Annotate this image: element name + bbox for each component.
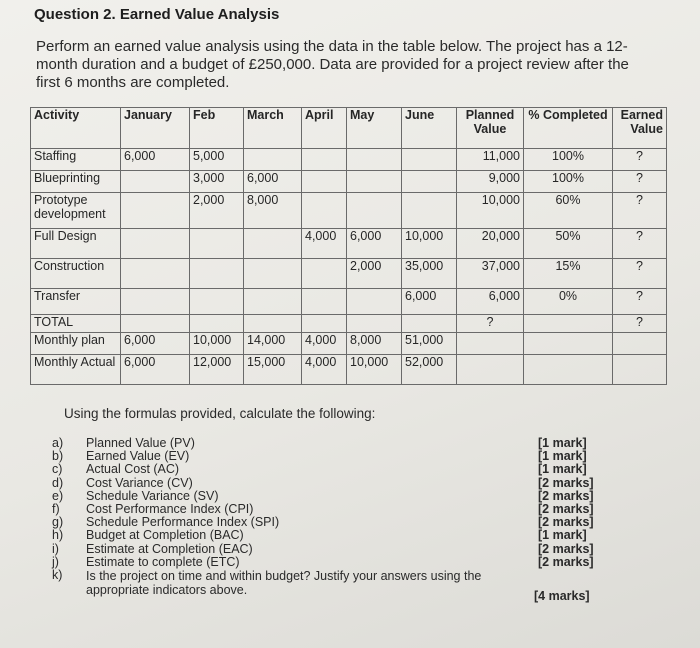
cell-june: 6,000 (402, 289, 457, 315)
cell-april (302, 171, 347, 193)
monthly-actual-row (31, 355, 667, 385)
total-row (31, 315, 667, 333)
cell-june (402, 149, 457, 171)
monthly-actual-feb: 12,000 (190, 355, 244, 385)
question-letter: e) (52, 488, 64, 503)
question-item (52, 556, 612, 569)
question-letter: k) (52, 567, 63, 582)
activity-name: Transfer (31, 289, 121, 315)
cell-percent-completed: 50% (524, 229, 613, 259)
cell-march (244, 289, 302, 315)
question-text: Budget at Completion (BAC) (86, 528, 244, 543)
cell-may: 2,000 (347, 259, 402, 289)
question-list (52, 437, 612, 603)
cell-may (347, 171, 402, 193)
question-item (52, 529, 612, 542)
cell-feb (190, 289, 244, 315)
cell-march (244, 259, 302, 289)
question-title: Question 2. Earned Value Analysis (34, 6, 280, 23)
header-june: June (402, 108, 457, 149)
table-row (31, 193, 667, 229)
cell-march (244, 149, 302, 171)
table-row (31, 149, 667, 171)
monthly-plan-jan: 6,000 (121, 333, 190, 355)
monthly-plan-feb: 10,000 (190, 333, 244, 355)
activity-name: Construction (31, 259, 121, 289)
cell-may (347, 193, 402, 229)
cell-april (302, 149, 347, 171)
monthly-actual-may: 10,000 (347, 355, 402, 385)
activity-rows (31, 149, 667, 315)
cell-march: 8,000 (244, 193, 302, 229)
table-row (31, 229, 667, 259)
cell-planned-value: 11,000 (457, 149, 524, 171)
question-text: Actual Cost (AC) (86, 462, 180, 477)
cell-percent-completed: 100% (524, 149, 613, 171)
question-letter: d) (52, 475, 64, 490)
table-header-row (31, 108, 667, 149)
cell-percent-completed: 100% (524, 171, 613, 193)
question-marks: [2 marks] (538, 488, 594, 503)
header-january: January (121, 108, 190, 149)
question-text: Estimate to complete (ETC) (86, 554, 240, 569)
question-marks: [1 mark] (538, 462, 587, 477)
question-item (52, 477, 612, 490)
question-marks: [4 marks] (534, 588, 590, 603)
question-marks: [2 marks] (538, 501, 594, 516)
question-letter: f) (52, 501, 60, 516)
cell-january (121, 193, 190, 229)
monthly-plan-mar: 14,000 (244, 333, 302, 355)
question-letter: h) (52, 528, 64, 543)
cell-may (347, 289, 402, 315)
question-item (52, 490, 612, 503)
question-item (52, 543, 612, 556)
cell-planned-value: 20,000 (457, 229, 524, 259)
formulas-instruction: Using the formulas provided, calculate the following: (64, 406, 376, 421)
cell-january (121, 229, 190, 259)
cell-june: 35,000 (402, 259, 457, 289)
question-letter: j) (52, 554, 59, 569)
question-text: Schedule Performance Index (SPI) (86, 515, 280, 530)
cell-january (121, 171, 190, 193)
question-letter: i) (52, 541, 59, 556)
activity-name: Prototype development (31, 193, 121, 229)
question-marks: [2 marks] (538, 515, 594, 530)
question-text: Is the project on time and within budget? Justify your answers using the appropriate indicators above. (86, 568, 482, 597)
cell-planned-value: 37,000 (457, 259, 524, 289)
cell-april: 4,000 (302, 229, 347, 259)
question-text: Cost Performance Index (CPI) (86, 501, 254, 516)
question-text: Planned Value (PV) (86, 436, 195, 450)
cell-feb: 3,000 (190, 171, 244, 193)
cell-may (347, 149, 402, 171)
cell-april (302, 289, 347, 315)
question-letter: b) (52, 449, 64, 464)
question-item (52, 569, 612, 603)
cell-earned-value: ? (613, 171, 667, 193)
monthly-actual-jan: 6,000 (121, 355, 190, 385)
question-marks: [2 marks] (538, 554, 594, 569)
cell-feb: 2,000 (190, 193, 244, 229)
header-feb: Feb (190, 108, 244, 149)
activity-name: Full Design (31, 229, 121, 259)
monthly-actual-mar: 15,000 (244, 355, 302, 385)
header-activity: Activity (31, 108, 121, 149)
question-marks: [2 marks] (538, 541, 594, 556)
cell-june (402, 171, 457, 193)
cell-january: 6,000 (121, 149, 190, 171)
cell-planned-value: 6,000 (457, 289, 524, 315)
question-letter: g) (52, 515, 64, 530)
cell-earned-value: ? (613, 149, 667, 171)
question-item (52, 463, 612, 476)
cell-earned-value: ? (613, 289, 667, 315)
cell-earned-value: ? (613, 229, 667, 259)
question-marks: [2 marks] (538, 475, 594, 490)
table-row (31, 259, 667, 289)
table-row (31, 171, 667, 193)
table-row (31, 289, 667, 315)
earned-value-table (30, 107, 667, 385)
cell-planned-value: 9,000 (457, 171, 524, 193)
cell-earned-value: ? (613, 259, 667, 289)
activity-name: Staffing (31, 149, 121, 171)
cell-april (302, 259, 347, 289)
header-may: May (347, 108, 402, 149)
question-marks: [1 mark] (538, 436, 587, 450)
cell-percent-completed: 0% (524, 289, 613, 315)
header-earned-value: Earned Value (613, 108, 667, 149)
header-march: March (244, 108, 302, 149)
monthly-actual-jun: 52,000 (402, 355, 457, 385)
cell-planned-value: 10,000 (457, 193, 524, 229)
total-label: TOTAL (31, 315, 121, 333)
cell-percent-completed: 15% (524, 259, 613, 289)
question-letter: c) (52, 462, 63, 477)
monthly-plan-jun: 51,000 (402, 333, 457, 355)
total-planned-value: ? (457, 315, 524, 333)
monthly-plan-row (31, 333, 667, 355)
cell-june: 10,000 (402, 229, 457, 259)
cell-april (302, 193, 347, 229)
monthly-plan-label: Monthly plan (31, 333, 121, 355)
header-percent-completed: % Completed (524, 108, 613, 149)
question-text: Estimate at Completion (EAC) (86, 541, 253, 556)
monthly-plan-may: 8,000 (347, 333, 402, 355)
cell-feb (190, 229, 244, 259)
cell-june (402, 193, 457, 229)
activity-name: Blueprinting (31, 171, 121, 193)
question-marks: [1 mark] (538, 449, 587, 464)
monthly-actual-label: Monthly Actual (31, 355, 121, 385)
question-text: Earned Value (EV) (86, 449, 190, 464)
question-marks: [1 mark] (538, 528, 587, 543)
total-earned-value: ? (613, 315, 667, 333)
cell-march (244, 229, 302, 259)
monthly-actual-apr: 4,000 (302, 355, 347, 385)
cell-feb (190, 259, 244, 289)
question-text: Cost Variance (CV) (86, 475, 193, 490)
header-planned-value: Planned Value (457, 108, 524, 149)
intro-paragraph: Perform an earned value analysis using the data in the table below. The project has a 12-month duration and a budget of £250,000. Data are provided for a project review after the first 6 months are completed. (36, 38, 629, 91)
cell-earned-value: ? (613, 193, 667, 229)
monthly-plan-apr: 4,000 (302, 333, 347, 355)
cell-may: 6,000 (347, 229, 402, 259)
cell-percent-completed: 60% (524, 193, 613, 229)
header-april: April (302, 108, 347, 149)
cell-january (121, 289, 190, 315)
cell-january (121, 259, 190, 289)
question-text: Schedule Variance (SV) (86, 488, 219, 503)
question-letter: a) (52, 436, 64, 450)
cell-feb: 5,000 (190, 149, 244, 171)
cell-march: 6,000 (244, 171, 302, 193)
